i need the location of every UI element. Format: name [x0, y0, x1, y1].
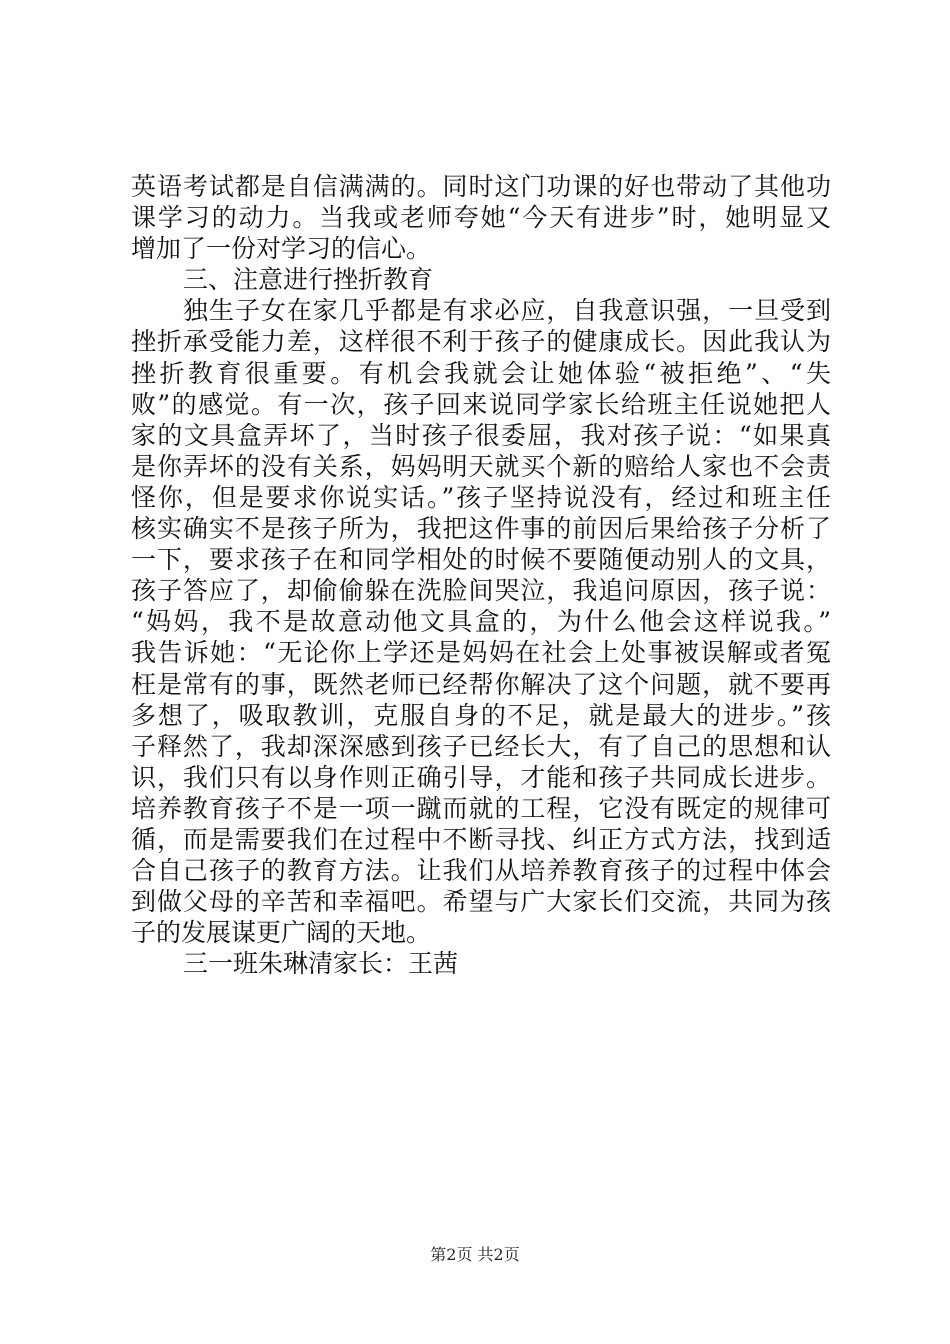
text-line: 是你弄坏的没有关系，妈妈明天就买个新的赔给人家也不会责 — [131, 451, 831, 481]
text-line: “妈妈，我不是故意动他文具盒的，为什么他会这样说我。” — [131, 607, 831, 637]
section-heading: 三、注意进行挫折教育 — [183, 265, 434, 295]
text-line: 多想了，吸取教训，克服自身的不足，就是最大的进步。”孩 — [131, 700, 831, 730]
text-line: 独生子女在家几乎都是有求必应，自我意识强，一旦受到 — [183, 296, 831, 326]
text-line: 合自己孩子的教育方法。让我们从培养教育孩子的过程中体会 — [131, 856, 831, 886]
text-line: 循，而是需要我们在过程中不断寻找、纠正方式方法，找到适 — [131, 824, 831, 854]
text-line: 核实确实不是孩子所为，我把这件事的前因后果给孩子分析了 — [131, 514, 831, 544]
text-line: 怪你，但是要求你说实话。”孩子坚持说没有，经过和班主任 — [131, 482, 831, 512]
text-line: 到做父母的辛苦和幸福吧。希望与广大家长们交流，共同为孩 — [131, 887, 831, 917]
text-line: 败”的感觉。有一次，孩子回来说同学家长给班主任说她把人 — [131, 389, 831, 419]
text-line: 子释然了，我却深深感到孩子已经长大，有了自己的思想和认 — [131, 731, 831, 761]
signature-line: 三一班朱琳清家长：王茜 — [183, 949, 459, 979]
text-line: 增加了一份对学习的信心。 — [131, 234, 432, 264]
document-body — [131, 171, 831, 979]
text-line: 课学习的动力。当我或老师夸她“今天有进步”时，她明显又 — [131, 203, 831, 233]
text-line: 挫折承受能力差，这样很不利于孩子的健康成长。因此我认为 — [131, 327, 831, 357]
text-line: 子的发展谋更广阔的天地。 — [131, 918, 432, 948]
text-line: 英语考试都是自信满满的。同时这门功课的好也带动了其他功 — [131, 172, 831, 201]
text-line: 一下，要求孩子在和同学相处的时候不要随便动别人的文具， — [131, 545, 831, 575]
text-line: 培养教育孩子不是一项一蹴而就的工程，它没有既定的规律可 — [131, 793, 831, 823]
page-number: 第2页 共2页 — [430, 1245, 520, 1264]
text-line: 我告诉她：“无论你上学还是妈妈在社会上处事被误解或者冤 — [131, 638, 831, 668]
text-line: 识，我们只有以身作则正确引导，才能和孩子共同成长进步。 — [131, 762, 831, 792]
text-line: 孩子答应了，却偷偷躲在洗脸间哭泣，我追问原因，孩子说： — [131, 576, 831, 606]
text-line: 家的文具盒弄坏了，当时孩子很委屈，我对孩子说：“如果真 — [131, 420, 831, 450]
text-line: 枉是常有的事，既然老师已经帮你解决了这个问题，就不要再 — [131, 669, 831, 699]
text-line: 挫折教育很重要。有机会我就会让她体验“被拒绝”、“失 — [131, 358, 831, 388]
